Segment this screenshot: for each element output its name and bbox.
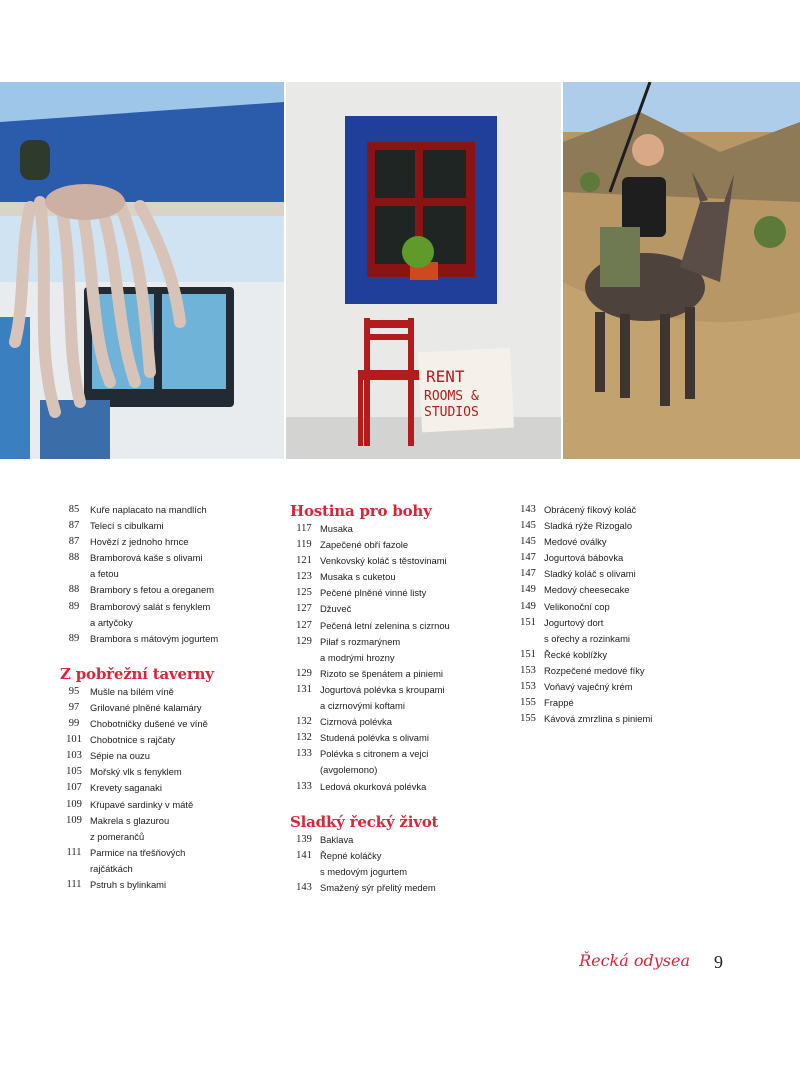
page-number: 129	[296, 635, 312, 647]
page-number: 153	[520, 664, 536, 676]
page-number: 95	[68, 685, 80, 697]
toc-entry	[58, 534, 268, 550]
page-number: 109	[66, 814, 82, 826]
page-number: 101	[66, 734, 82, 746]
toc-entry	[58, 684, 268, 700]
recipe-title: Řepné koláčky s medovým jogurtem	[320, 849, 408, 877]
toc-entry	[288, 832, 498, 848]
recipe-title: Polévka s citronem a vejci (avgolemono)	[320, 748, 429, 776]
recipe-title: Kuře naplacato na mandlích	[90, 504, 207, 515]
toc-entry	[288, 666, 498, 682]
recipe-title: Mořský vlk s fenyklem	[90, 766, 182, 778]
recipe-title: Makrela s glazurou z pomerančů	[90, 814, 170, 842]
page-number: 87	[68, 520, 80, 532]
page-number: 149	[520, 584, 536, 596]
recipe-title: Grilované plněné kalamáry	[90, 701, 202, 713]
recipe-title: Parmice na třešňových rajčátkách	[90, 846, 186, 874]
page-number: 117	[296, 523, 312, 534]
toc-entry	[288, 848, 498, 880]
toc-entry	[512, 599, 742, 615]
page-number: 105	[66, 766, 82, 778]
toc-entry	[512, 615, 742, 647]
page-number: 132	[296, 716, 312, 728]
recipe-title: Sladký koláč s olivami	[544, 568, 636, 580]
recipe-title: Džuveč	[320, 603, 352, 615]
recipe-title: Bramborová kaše s olivami a fetou	[90, 552, 203, 580]
page-number: 103	[66, 750, 82, 762]
toc-entry	[512, 695, 742, 711]
page-number: 111	[66, 878, 82, 890]
recipe-title: Jogurtová bábovka	[544, 552, 624, 564]
toc-column-1	[58, 502, 268, 893]
page-number: 151	[520, 648, 536, 660]
toc-entry	[512, 534, 742, 550]
toc-entry	[58, 732, 268, 748]
page-number: 149	[520, 600, 536, 612]
recipe-title: Jogurtová polévka s kroupami a cizrnovými koftami	[320, 683, 445, 712]
recipe-title: Baklava	[320, 833, 354, 845]
octopus-boat-photo	[0, 82, 284, 459]
section-title-sweet-greek-life: Sladký řecký život	[290, 812, 439, 831]
recipe-title: Řecké koblížky	[544, 648, 608, 660]
page-number: 145	[520, 520, 536, 532]
recipe-title: Rizoto se špenátem a piniemi	[320, 667, 443, 679]
recipe-title: Ledová okurková polévka	[320, 780, 427, 792]
recipe-title: Cizrnová polévka	[320, 716, 392, 728]
toc-entry	[512, 566, 742, 582]
recipe-title: Frappé	[544, 697, 574, 709]
svg-text:STUDIOS: STUDIOS	[424, 405, 479, 420]
page-number: 127	[296, 619, 312, 631]
toc-entry	[58, 877, 268, 893]
svg-text:RENT: RENT	[426, 367, 465, 386]
section-title-feast-for-gods: Hostina pro bohy	[290, 502, 432, 520]
toc-column-2	[288, 502, 498, 896]
recipe-title: Musaka	[320, 523, 353, 534]
recipe-title: Smažený sýr přelitý medem	[320, 881, 436, 893]
toc-entry	[288, 746, 498, 778]
page-number: 89	[68, 632, 80, 644]
toc-entry	[512, 711, 742, 727]
toc-entry	[288, 714, 498, 730]
recipe-title: Chobotničky dušené ve víně	[90, 718, 208, 730]
toc-entry	[58, 582, 268, 598]
page-number: 125	[296, 587, 312, 599]
recipe-title: Zapečené obří fazole	[320, 539, 409, 551]
page-number: 89	[68, 600, 80, 612]
svg-text:ROOMS &: ROOMS &	[424, 389, 479, 404]
page-number: 111	[66, 846, 82, 858]
recipe-title: Rozpečené medové fíky	[544, 664, 645, 676]
toc-entry	[58, 780, 268, 796]
toc-entry	[288, 682, 498, 714]
blue-window-house-photo	[286, 82, 561, 459]
recipe-title: Obrácený fíkový koláč	[544, 504, 637, 515]
recipe-title: Venkovský koláč s těstovinami	[320, 555, 447, 567]
recipe-title: Jogurtový dort s ořechy a rozinkami	[544, 616, 630, 644]
recipe-title: Medové oválky	[544, 536, 607, 548]
page-number: 87	[68, 536, 80, 548]
page-number: 131	[296, 683, 312, 695]
toc-entry	[58, 845, 268, 877]
toc-entry	[288, 601, 498, 617]
page-number: 147	[520, 552, 536, 564]
section-title-coastal-tavern: Z pobřežní taverny	[60, 664, 214, 683]
toc-entry	[58, 700, 268, 716]
toc-entry	[288, 521, 498, 537]
toc-entry	[288, 779, 498, 795]
toc-entry	[288, 537, 498, 553]
recipe-title: Pečené plněné vinné listy	[320, 587, 427, 599]
toc-entry	[512, 663, 742, 679]
toc-entry	[288, 618, 498, 634]
page-number: 151	[520, 616, 536, 628]
toc-entry	[512, 647, 742, 663]
toc-entry	[58, 716, 268, 732]
page-number: 147	[520, 568, 536, 580]
toc-entry	[288, 730, 498, 746]
toc-entry	[58, 813, 268, 845]
toc-entry	[288, 634, 498, 666]
page-number: 155	[520, 713, 536, 725]
toc-entry	[288, 569, 498, 585]
book-title: Řecká odysea	[579, 951, 690, 970]
toc-entry	[512, 582, 742, 598]
page-number: 143	[296, 881, 312, 893]
page-number: 85	[68, 504, 80, 515]
photo-strip	[0, 82, 800, 459]
recipe-title: Krevety saganaki	[90, 782, 162, 794]
recipe-title: Musaka s cuketou	[320, 571, 396, 583]
page-number: 109	[66, 798, 82, 810]
recipe-title: Brambory s fetou a oreganem	[90, 584, 215, 596]
page-number: 139	[296, 833, 312, 845]
recipe-title: Pstruh s bylinkami	[90, 878, 167, 890]
page-number: 121	[296, 555, 312, 567]
recipe-title: Bramborový salát s fenyklem a artyčoky	[90, 600, 211, 628]
toc-entry	[512, 502, 742, 518]
toc-entry	[58, 764, 268, 780]
toc-column-3	[512, 502, 742, 727]
toc-entry	[512, 518, 742, 534]
page-number: 132	[296, 732, 312, 744]
page-number: 97	[68, 701, 80, 713]
recipe-title: Chobotnice s rajčaty	[90, 734, 175, 746]
recipe-title: Voňavý vaječný krém	[544, 681, 633, 693]
page-number: 133	[296, 748, 312, 760]
page-number: 127	[296, 603, 312, 615]
recipe-title: Telecí s cibulkami	[90, 520, 164, 532]
recipe-title: Medový cheesecake	[544, 584, 630, 596]
recipe-title: Sépie na ouzu	[90, 750, 150, 762]
page-number: 107	[66, 782, 82, 794]
toc-entry	[58, 599, 268, 631]
recipe-title: Křupavé sardinky v mátě	[90, 798, 194, 810]
recipe-title: Pečená letní zelenina s cizrnou	[320, 619, 450, 631]
page-number: 123	[296, 571, 312, 583]
page-number: 119	[296, 539, 312, 551]
recipe-title: Hovězí z jednoho hrnce	[90, 536, 189, 548]
page-number: 155	[520, 697, 536, 709]
toc-entry	[58, 631, 268, 647]
toc-entry	[58, 797, 268, 813]
page-number: 88	[68, 552, 80, 564]
page-number: 129	[296, 667, 312, 679]
page-number: 145	[520, 536, 536, 548]
toc-entry	[512, 550, 742, 566]
toc-entry	[58, 550, 268, 582]
recipe-title: Pilaf s rozmarýnem a modrými hrozny	[320, 635, 401, 663]
page-number: 88	[68, 584, 80, 596]
recipe-title: Velikonoční cop	[544, 600, 610, 612]
page-number: 133	[296, 780, 312, 792]
page-number: 143	[520, 504, 536, 515]
recipe-title: Mušle na bílém víně	[90, 685, 174, 697]
page-number-footer: 9	[714, 952, 723, 972]
toc-entry	[288, 553, 498, 569]
toc-entry	[58, 748, 268, 764]
recipe-title: Kávová zmrzlina s piniemi	[544, 713, 653, 725]
recipe-title: Brambora s mátovým jogurtem	[90, 632, 219, 644]
toc-entry	[288, 585, 498, 601]
toc-entry	[288, 880, 498, 896]
man-on-donkey-photo	[563, 82, 800, 459]
toc-entry	[512, 679, 742, 695]
toc-entry	[58, 518, 268, 534]
toc-entry	[58, 502, 268, 518]
recipe-title: Studená polévka s olivami	[320, 732, 429, 744]
page-number: 153	[520, 681, 536, 693]
recipe-title: Sladká rýže Rizogalo	[544, 520, 633, 532]
page-number: 141	[296, 849, 312, 861]
page-number: 99	[68, 718, 80, 730]
